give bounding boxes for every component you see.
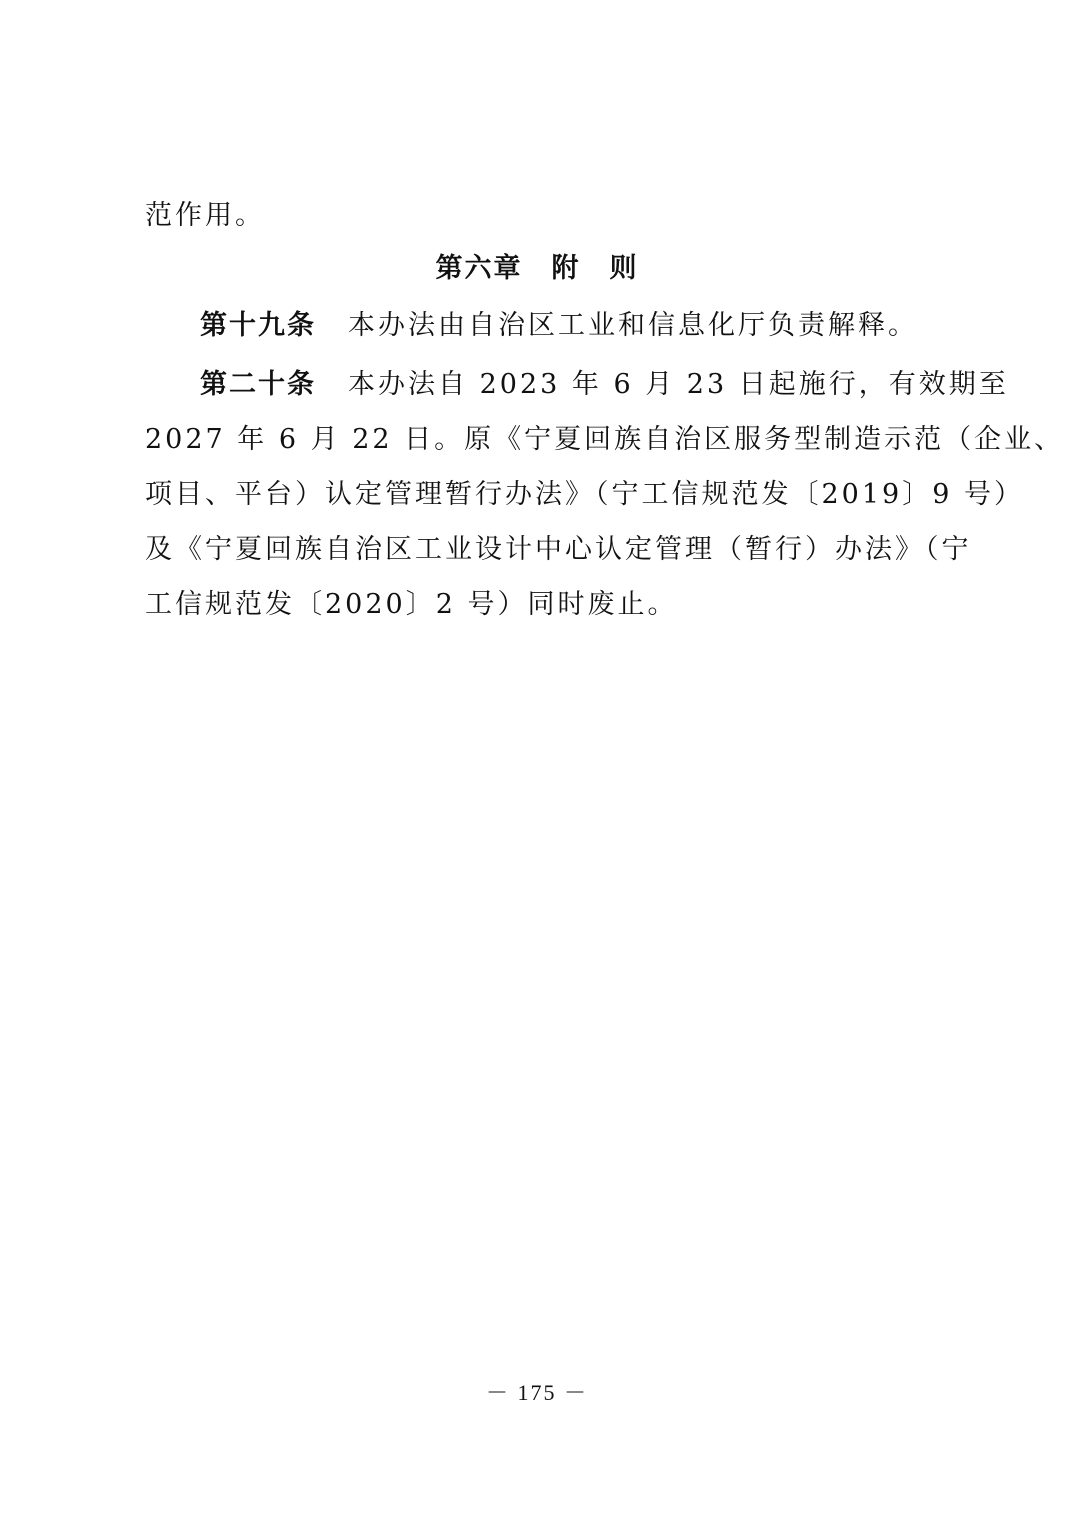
chapter-heading: 第六章 附 则 xyxy=(435,253,639,284)
continued-paragraph-line: 范作用。 xyxy=(145,200,265,231)
article-20-line-5: 工信规范发〔2020〕2 号）同时废止。 xyxy=(145,589,678,620)
article-19-text: 本办法由自治区工业和信息化厅负责解释。 xyxy=(348,310,918,341)
article-20-first-line xyxy=(200,367,1009,403)
article-19-label: 第十九条 xyxy=(200,310,316,341)
article-20-line-2: 2027 年 6 月 22 日。原《宁夏回族自治区服务型制造示范（企业、 xyxy=(145,424,1065,455)
article-19 xyxy=(200,308,1000,344)
article-20-line-1: 本办法自 2023 年 6 月 23 日起施行，有效期至 xyxy=(348,369,1009,400)
article-20-label: 第二十条 xyxy=(200,369,316,400)
article-20-line-4: 及《宁夏回族自治区工业设计中心认定管理（暂行）办法》（宁 xyxy=(145,534,972,565)
article-20-line-3: 项目、平台）认定管理暂行办法》（宁工信规范发〔2019〕9 号） xyxy=(145,479,1024,510)
page-number: － 175 － xyxy=(485,1380,588,1405)
